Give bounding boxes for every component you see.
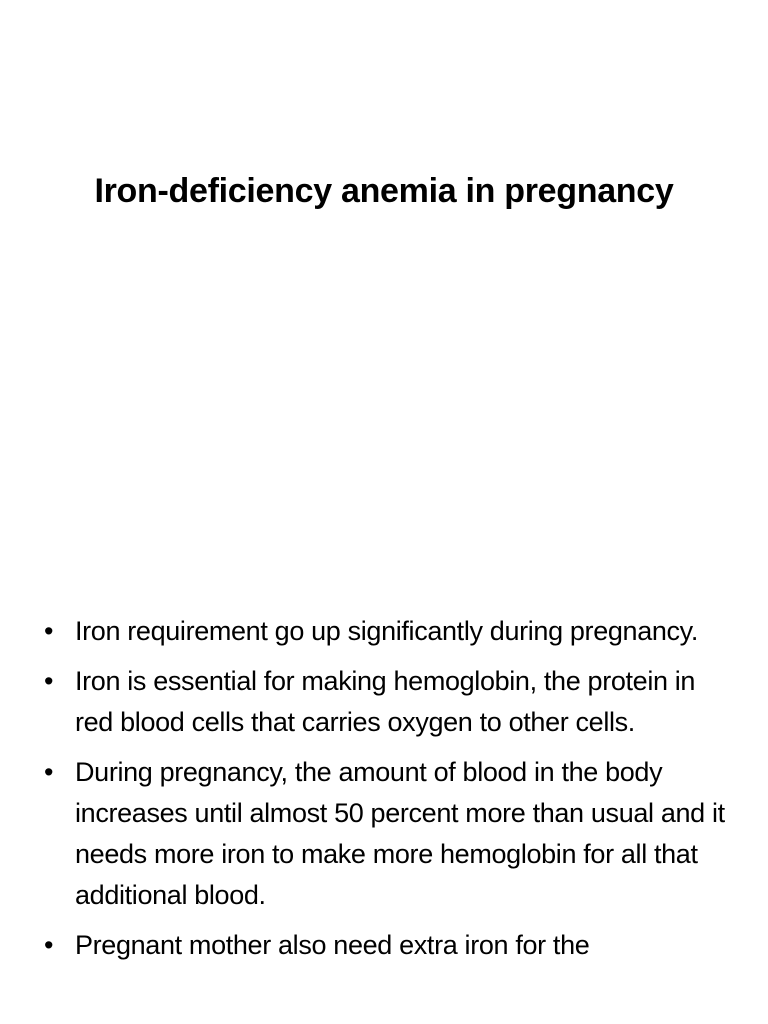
- list-item: [40, 752, 740, 916]
- list-item: [40, 661, 740, 743]
- bullet-icon: •: [44, 666, 54, 696]
- bullet-icon: •: [44, 930, 54, 960]
- bullet-icon: •: [44, 616, 54, 646]
- bullet-text: Pregnant mother also need extra iron for the: [75, 930, 590, 960]
- bullet-icon: •: [44, 757, 54, 787]
- bullet-text: Iron requirement go up significantly during pregnancy.: [75, 616, 698, 646]
- bullet-text: During pregnancy, the amount of blood in the body increases until almost 50 percent more than usual and it needs more iron to make more hemoglobin for all that additional blood.: [75, 757, 725, 910]
- slide-title: Iron-deficiency anemia in pregnancy: [94, 172, 674, 210]
- list-item: [40, 611, 740, 652]
- bullet-text: Iron is essential for making hemoglobin, the protein in red blood cells that carries oxygen to other cells.: [75, 666, 696, 737]
- bullet-list: [40, 611, 740, 975]
- list-item: [40, 925, 740, 966]
